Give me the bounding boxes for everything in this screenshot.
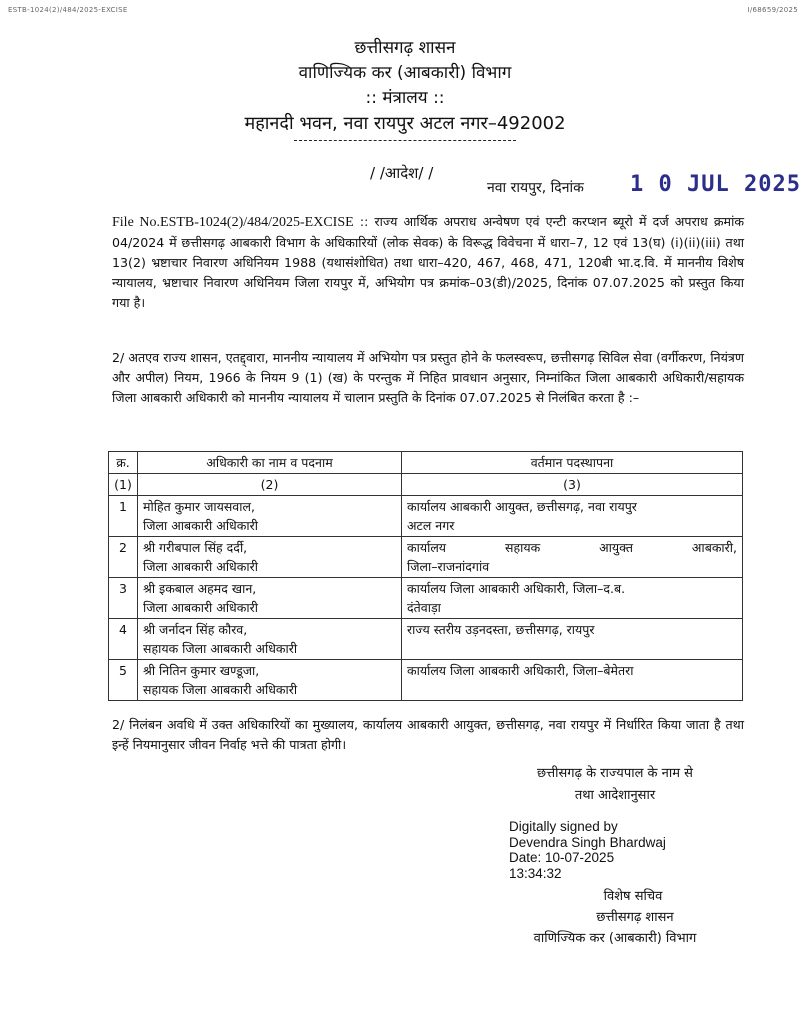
officer-cell — [138, 660, 402, 701]
posting-cell — [402, 660, 743, 701]
header-divider — [294, 138, 516, 141]
header-officer-name: अधिकारी का नाम व पदनाम — [138, 452, 402, 474]
signature-date: Date: 10-07-2025 — [509, 850, 615, 865]
signature-line: Digitally signed by — [509, 819, 618, 834]
paragraph-3: 2/ निलंबन अवधि में उक्त अधिकारियों का मुख्यालय, कार्यालय आबकारी आयुक्त, छत्तीसगढ़, नवा रायपुर में निर्धारित किया जाता है तथा इन्हें नियमानुसार जीवन निर्वाह भत्ते की पात्रता होगी। — [112, 717, 744, 752]
authority-line: छत्तीसगढ़ के राज्यपाल के नाम से — [537, 766, 693, 781]
posting-line: राज्य स्तरीय उड़नदस्ता, छत्तीसगढ़, रायपुर — [407, 622, 595, 637]
place-date-label: नवा रायपुर, दिनांक — [487, 180, 584, 196]
paragraph-1 — [112, 212, 744, 313]
officer-cell — [138, 537, 402, 578]
table-row — [109, 660, 743, 701]
table-subheader-row — [109, 474, 743, 496]
paragraph-1-body: :: राज्य आर्थिक अपराध अन्वेषण एवं एन्टी करप्शन ब्यूरो में दर्ज अपराध क्रमांक 04/2024 में छत्तीसगढ़ आबकारी विभाग के अधिकारियों (लोक सेवक) के विरूद्ध विवेचना में धारा–7, 12 एवं 13(घ) (i)(ii)(iii) तथा 13(2) भ्रष्टाचार निवारण अधिनियम 1988 (यथासंशोधित) तथा धारा–420, 467, 468, 471, 120बी भा.द.वि. में माननीय विशेष न्यायालय, भ्रष्टाचार निवारण अधिनियम जिला रायपुर में, अभियोग पत्र क्रमांक–03(डी)/2025, दिनांक 07.07.2025 को प्रस्तुत किया गया है। — [112, 214, 745, 310]
table-header-row — [109, 452, 743, 474]
officer-name: श्री जर्नादन सिंह कौरव, — [143, 622, 248, 637]
file-number: File No.ESTB-1024(2)/484/2025-EXCISE — [112, 215, 354, 230]
office-address: महानदी भवन, नवा रायपुर अटल नगर–492002 — [244, 113, 566, 134]
posting-cell — [402, 578, 743, 619]
officer-designation: जिला आबकारी अधिकारी — [143, 518, 258, 533]
signature-time: 13:34:32 — [509, 865, 562, 881]
department-name: वाणिज्यिक कर (आबकारी) विभाग — [298, 63, 512, 83]
header-serial: क्र. — [109, 452, 138, 474]
signatory-designation — [500, 886, 730, 949]
row-serial: 2 — [109, 537, 138, 578]
officer-designation: जिला आबकारी अधिकारी — [143, 600, 258, 615]
officer-cell — [138, 619, 402, 660]
row-serial: 5 — [109, 660, 138, 701]
officer-cell — [138, 578, 402, 619]
posting-line: जिला–राजनांदगांव — [407, 559, 490, 574]
table-row — [109, 619, 743, 660]
designation-government: छत्तीसगढ़ शासन — [596, 910, 674, 925]
file-reference-top-left: ESTB-1024(2)/484/2025-EXCISE — [8, 6, 128, 14]
date-stamp: 1 0 JUL 2025 — [630, 172, 801, 197]
officer-designation: जिला आबकारी अधिकारी — [143, 559, 258, 574]
authority-line: तथा आदेशानुसार — [574, 788, 656, 803]
row-serial: 4 — [109, 619, 138, 660]
row-serial: 3 — [109, 578, 138, 619]
table-row — [109, 537, 743, 578]
ministry-label: :: मंत्रालय :: — [365, 88, 445, 108]
header-current-posting: वर्तमान पदस्थापना — [402, 452, 743, 474]
officer-designation: सहायक जिला आबकारी अधिकारी — [143, 682, 298, 697]
posting-line: दंतेवाड़ा — [407, 600, 441, 615]
file-reference-top-right: I/68659/2025 — [747, 6, 798, 14]
posting-line: कार्यालय सहायक आयुक्त आबकारी, — [407, 540, 737, 555]
authority-block — [500, 763, 730, 807]
posting-line: कार्यालय जिला आबकारी अधिकारी, जिला–बेमेतरा — [407, 663, 634, 678]
subheader-2: (2) — [138, 474, 402, 496]
row-serial: 1 — [109, 496, 138, 537]
signer-name: Devendra Singh Bhardwaj — [509, 834, 666, 850]
letterhead — [0, 36, 810, 141]
posting-line: कार्यालय जिला आबकारी अधिकारी, जिला–द.ब. — [407, 581, 626, 596]
government-name: छत्तीसगढ़ शासन — [354, 38, 456, 58]
posting-line: अटल नगर — [407, 518, 455, 533]
officer-name: श्री गरीबपाल सिंह दर्दी, — [143, 540, 248, 555]
order-title: / /आदेश/ / — [370, 164, 434, 182]
officer-designation: सहायक जिला आबकारी अधिकारी — [143, 641, 298, 656]
suspended-officers-table — [108, 451, 743, 701]
table-row — [109, 578, 743, 619]
posting-cell — [402, 537, 743, 578]
designation-department: वाणिज्यिक कर (आबकारी) विभाग — [533, 931, 697, 946]
subheader-1: (1) — [109, 474, 138, 496]
officer-name: श्री इकबाल अहमद खान, — [143, 581, 257, 596]
table-row — [109, 496, 743, 537]
digital-signature — [509, 819, 666, 881]
paragraph-2: 2/ अतएव राज्य शासन, एतद्द्वारा, माननीय न्यायालय में अभियोग पत्र प्रस्तुत होने के फलस्वरूप, छत्तीसगढ़ सिविल सेवा (वर्गीकरण, नियंत्रण और अपील) नियम, 1966 के नियम 9 (1) (ख) के परन्तुक में निहित प्रावधान अनुसार, निम्नांकित जिला आबकारी अधिकारी/सहायक जिला आबकारी अधिकारी को माननीय न्यायालय में चालान प्रस्तुति के दिनांक 07.07.2025 से निलंबित करता है :– — [112, 350, 744, 405]
designation-title: विशेष सचिव — [603, 889, 663, 904]
officer-name: श्री नितिन कुमार खण्डूजा, — [143, 663, 260, 678]
officer-cell — [138, 496, 402, 537]
subheader-3: (3) — [402, 474, 743, 496]
posting-cell — [402, 496, 743, 537]
posting-line: कार्यालय आबकारी आयुक्त, छत्तीसगढ़, नवा रायपुर — [407, 499, 637, 514]
posting-cell — [402, 619, 743, 660]
officer-name: मोहित कुमार जायसवाल, — [143, 499, 255, 514]
